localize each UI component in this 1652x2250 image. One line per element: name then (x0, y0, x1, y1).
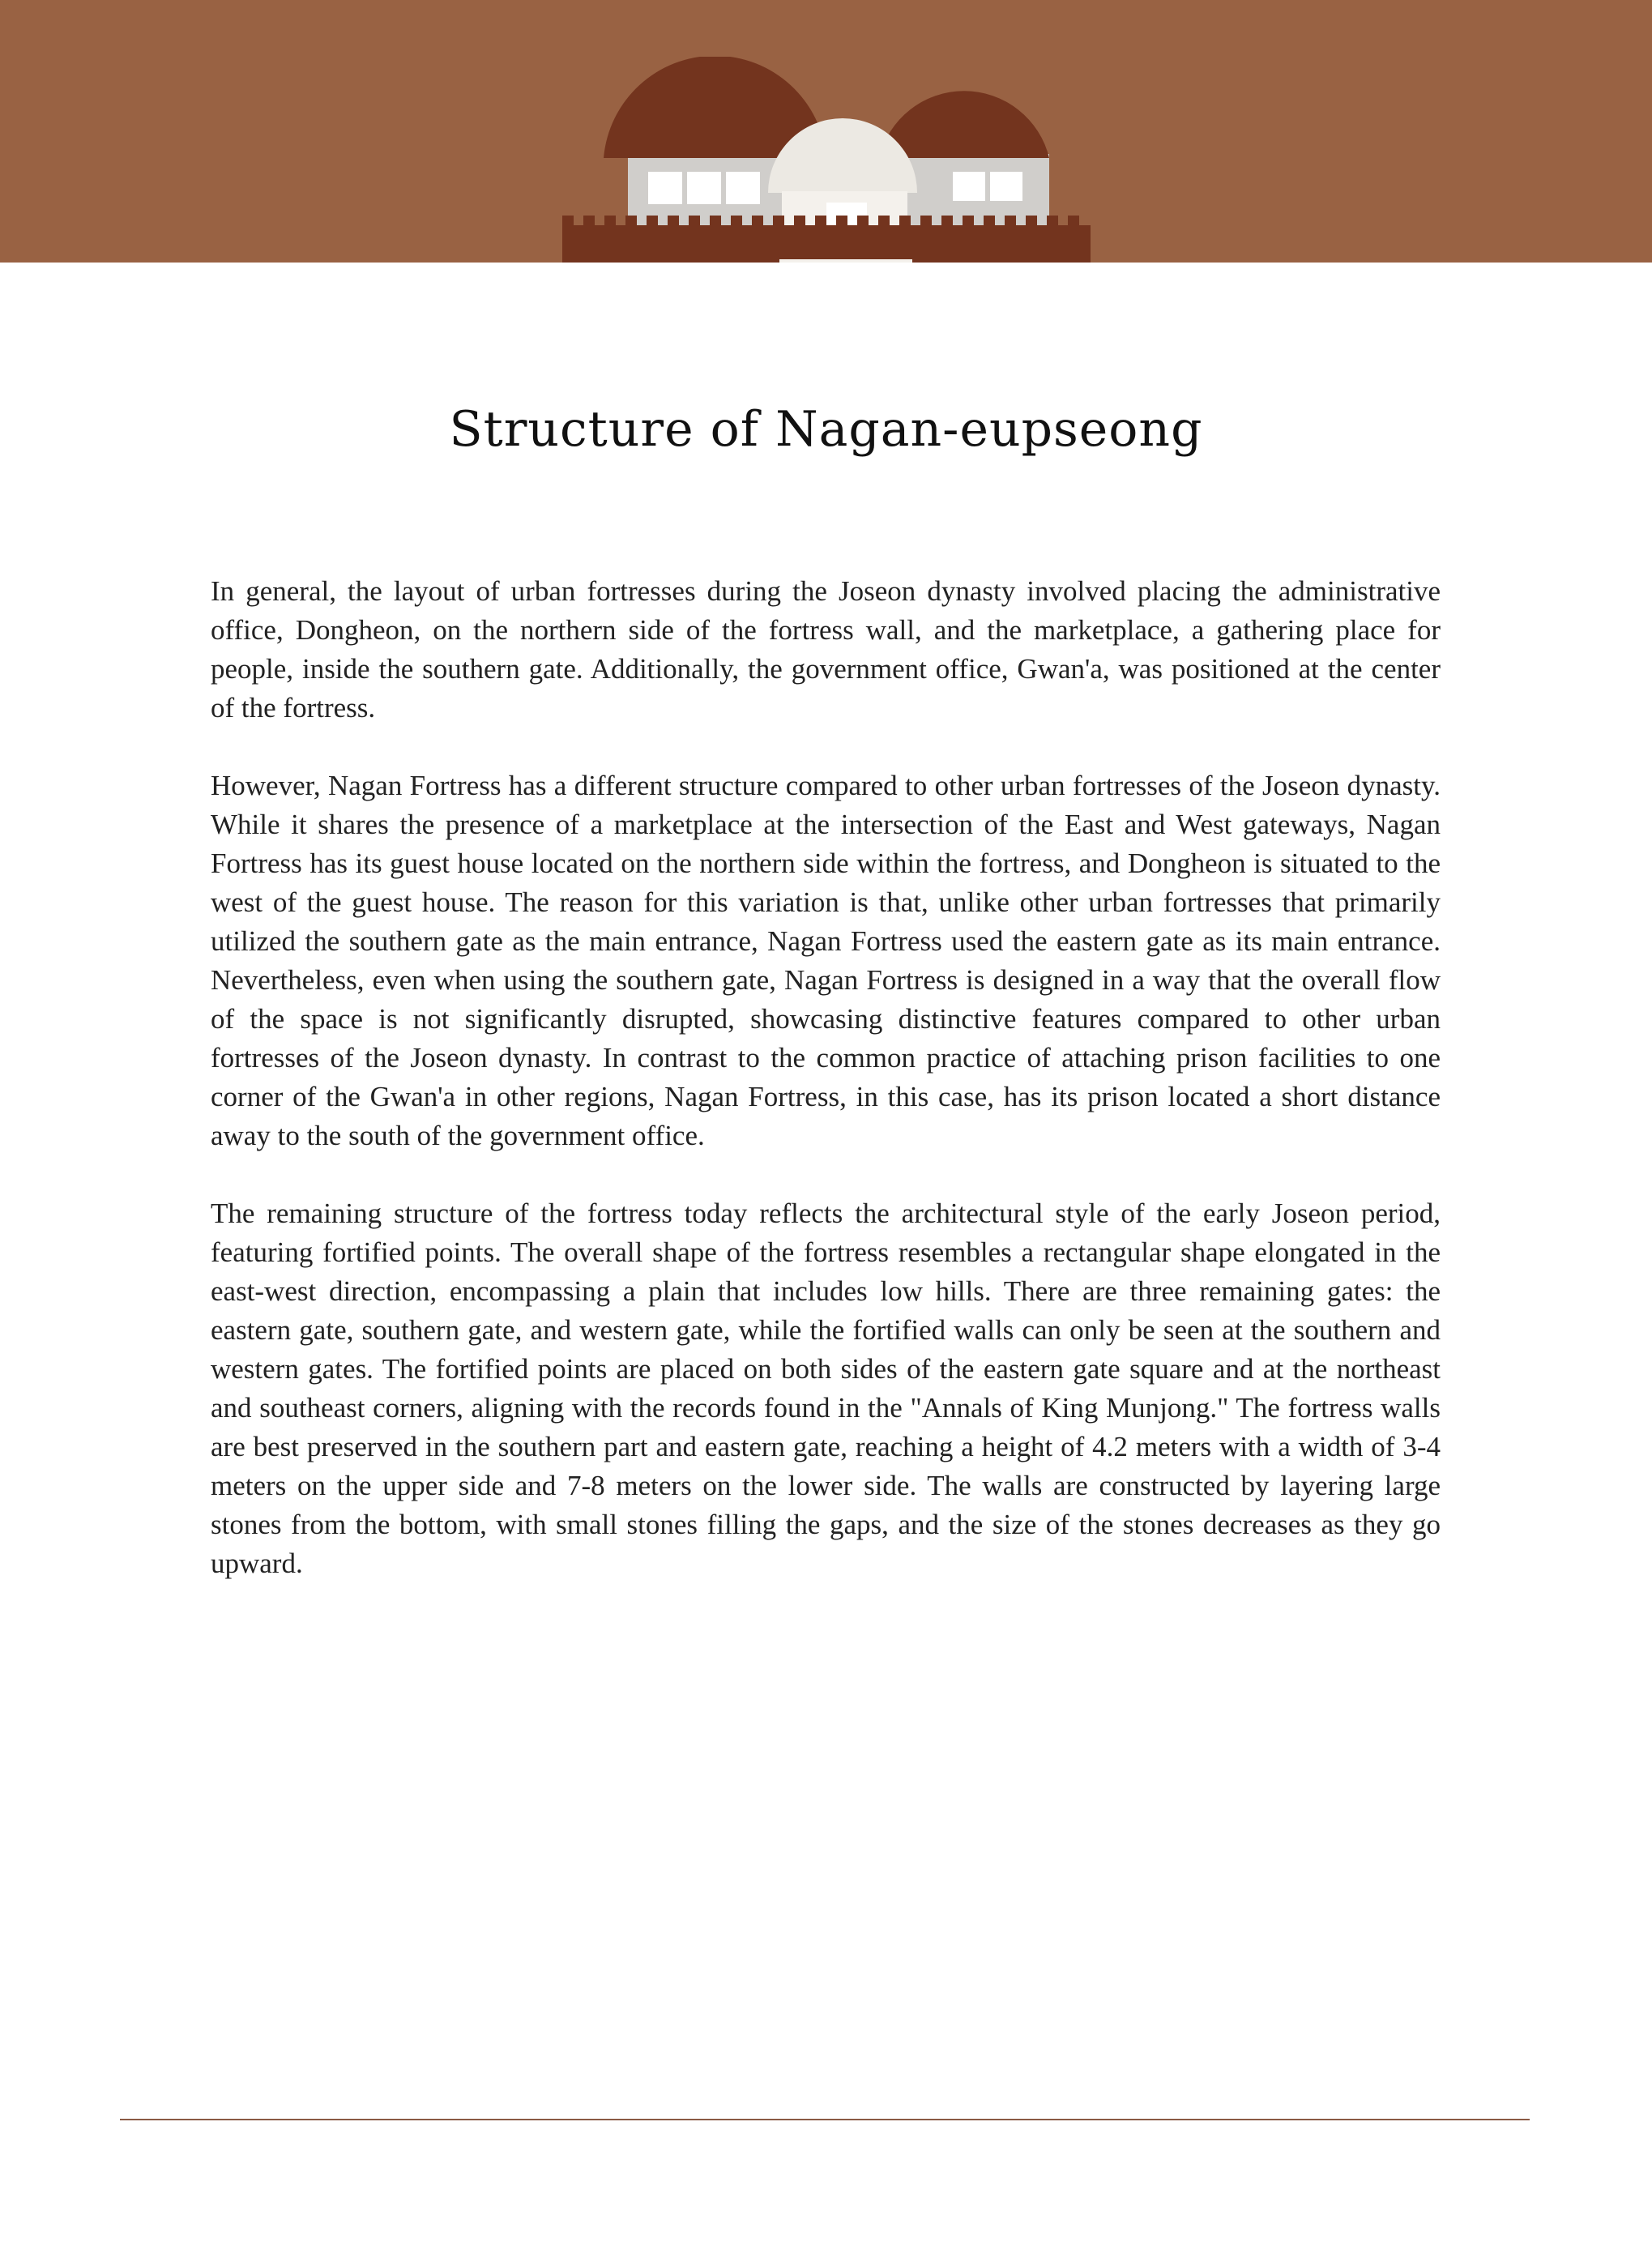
left-window-3 (726, 172, 760, 204)
paragraph-layout-overview: In general, the layout of urban fortresses during the Joseon dynasty involved placing the administrative office, Dongheon, on the northern side of the fortress wall, and the marketplace, a gathering place for people, inside the southern gate. Additionally, the government office, Gwan'a, was positioned at the center of the fortress. (211, 575, 1441, 724)
fortress-wall-base (562, 225, 1091, 263)
header-band (0, 0, 1652, 263)
body-text (211, 572, 1441, 1622)
left-window-1 (648, 172, 682, 204)
fortress-gate-icon (551, 57, 1102, 263)
paragraph-remaining-structure: The remaining structure of the fortress today reflects the architectural style of the early Joseon period, featuring fortified points. The overall shape of the fortress resembles a rectangular shape elongated in the east-west direction, encompassing a plain that includes low hills. There are three remaining gates: the eastern gate, southern gate, and western gate, while the fortified walls can only be seen at the southern and western gates. The fortified points are placed on both sides of the eastern gate square and at the northeast and southeast corners, aligning with the records found in the "Annals of King Munjong." The fortress walls are best preserved in the southern part and eastern gate, reaching a height of 4.2 meters with a width of 3-4 meters on the upper side and 7-8 meters on the lower side. The walls are constructed by layering large stones from the bottom, with small stones filling the gaps, and the size of the stones decreases as they go upward. (211, 1198, 1441, 1579)
gate-opening (779, 259, 912, 263)
left-window-2 (687, 172, 721, 204)
right-roof (879, 91, 1049, 158)
footer-rule (120, 2119, 1530, 2120)
page-title: Structure of Nagan-eupseong (449, 401, 1203, 458)
right-window-1 (953, 172, 985, 201)
right-window-2 (990, 172, 1022, 201)
paragraph-nagan-structure: However, Nagan Fortress has a different structure compared to other urban fortresses of the Joseon dynasty. While it shares the presence of a marketplace at the intersection of the East and West gateways, Nagan Fortress has its guest house located on the northern side within the fortress, and Dongheon is situated to the west of the guest house. The reason for this variation is that, unlike other urban fortresses that primarily utilized the southern gate as the main entrance, Nagan Fortress used the eastern gate as its main entrance. Nevertheless, even when using the southern gate, Nagan Fortress is designed in a way that the overall flow of the space is not significantly disrupted, showcasing distinctive features compared to other urban fortresses of the Joseon dynasty. In contrast to the common practice of attaching prison facilities to one corner of the Gwan'a in other regions, Nagan Fortress, in this case, has its prison located a short distance away to the south of the government office. (211, 770, 1441, 1151)
